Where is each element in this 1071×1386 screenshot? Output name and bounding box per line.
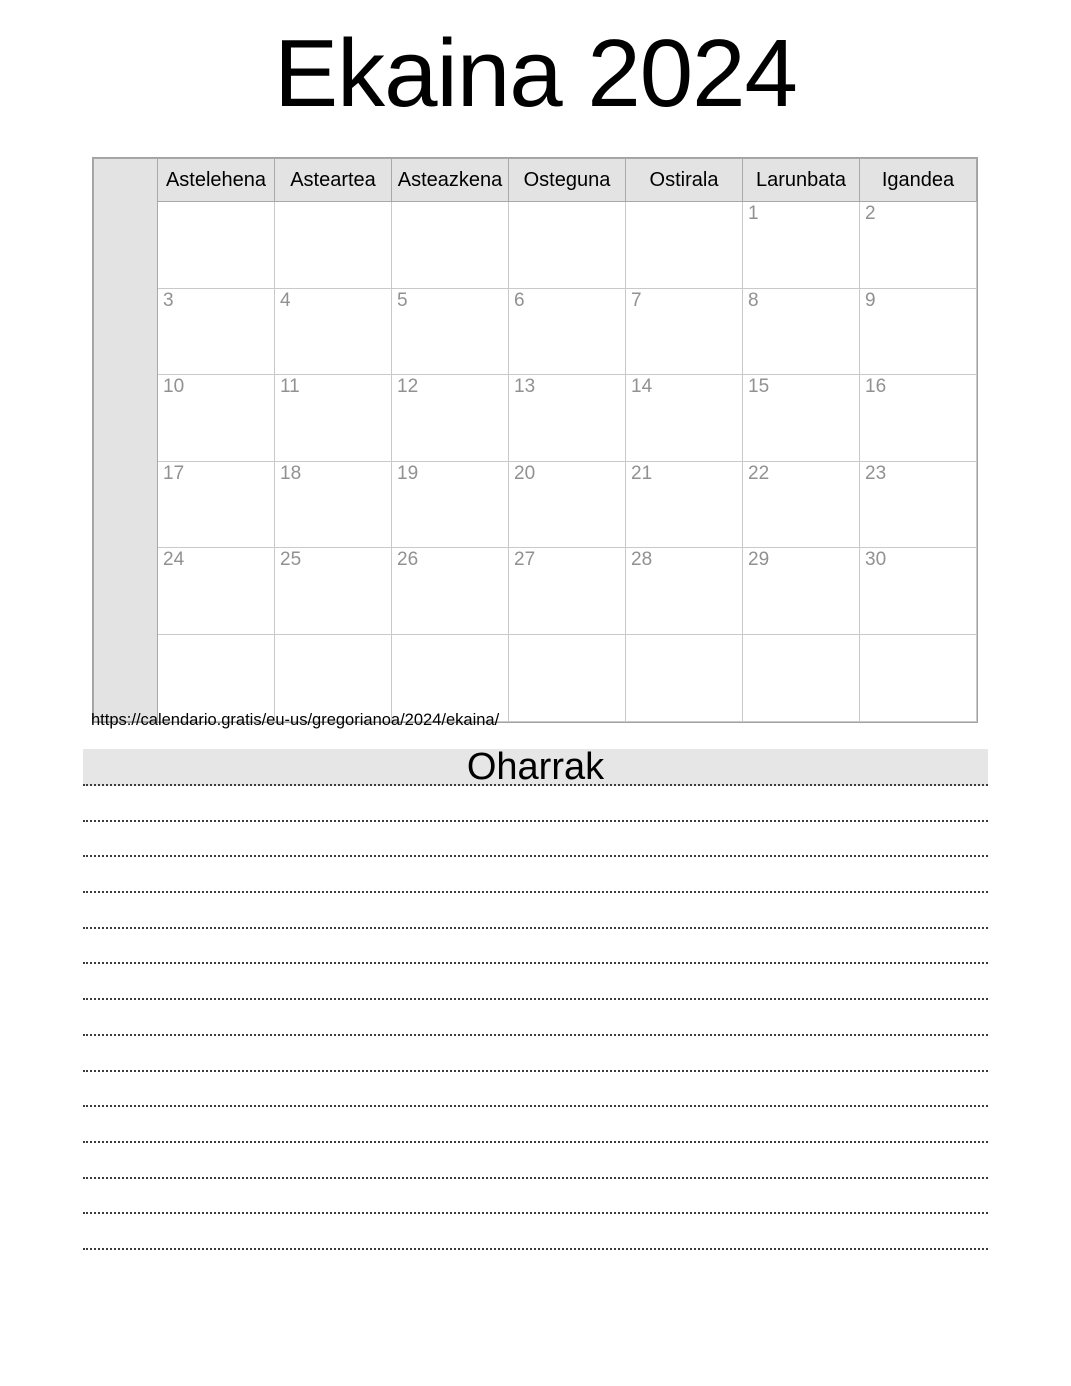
- weekday-header-osteguna: Osteguna: [509, 159, 626, 202]
- day-cell: 11: [275, 375, 392, 462]
- day-cell: [392, 634, 509, 721]
- day-cell: [158, 634, 275, 721]
- day-cell: [860, 634, 977, 721]
- day-cell: [626, 202, 743, 289]
- day-cell: 24: [158, 548, 275, 635]
- day-cell: [626, 634, 743, 721]
- week-row: [94, 461, 977, 548]
- day-cell: 16: [860, 375, 977, 462]
- day-cell: 30: [860, 548, 977, 635]
- weekday-header-asteazkena: Asteazkena: [392, 159, 509, 202]
- day-cell: 29: [743, 548, 860, 635]
- week-row: [94, 548, 977, 635]
- day-cell: 10: [158, 375, 275, 462]
- weekday-header-astelehena: Astelehena: [158, 159, 275, 202]
- day-cell: 28: [626, 548, 743, 635]
- day-cell: 13: [509, 375, 626, 462]
- weekday-header-ostirala: Ostirala: [626, 159, 743, 202]
- week-row: [94, 375, 977, 462]
- day-cell: 5: [392, 288, 509, 375]
- day-cell: 1: [743, 202, 860, 289]
- day-cell: 18: [275, 461, 392, 548]
- weekday-header-igandea: Igandea: [860, 159, 977, 202]
- source-url: https://calendario.gratis/eu-us/gregorianoa/2024/ekaina/: [91, 711, 500, 729]
- day-cell: [275, 634, 392, 721]
- day-cell: 15: [743, 375, 860, 462]
- day-cell: 3: [158, 288, 275, 375]
- note-line: [83, 822, 988, 858]
- day-cell: 9: [860, 288, 977, 375]
- note-line: [83, 1214, 988, 1250]
- notes-section: [83, 746, 988, 1250]
- note-line: [83, 1000, 988, 1036]
- day-cell: 14: [626, 375, 743, 462]
- day-cell: 23: [860, 461, 977, 548]
- day-cell: 7: [626, 288, 743, 375]
- note-line: [83, 929, 988, 965]
- weekday-header-row: [94, 159, 977, 202]
- note-line: [83, 964, 988, 1000]
- notes-heading: Oharrak: [83, 749, 988, 786]
- calendar-table-frame: [92, 157, 978, 723]
- day-cell: [392, 202, 509, 289]
- day-cell: [743, 634, 860, 721]
- week-row: [94, 288, 977, 375]
- note-line: [83, 857, 988, 893]
- day-cell: 4: [275, 288, 392, 375]
- day-cell: [509, 202, 626, 289]
- day-cell: 12: [392, 375, 509, 462]
- note-line: [83, 893, 988, 929]
- day-cell: 6: [509, 288, 626, 375]
- day-cell: 8: [743, 288, 860, 375]
- note-line: [83, 1072, 988, 1108]
- note-line: [83, 1179, 988, 1215]
- week-row: [94, 634, 977, 721]
- note-line: [83, 786, 988, 822]
- day-cell: 22: [743, 461, 860, 548]
- note-line: [83, 1036, 988, 1072]
- weekday-header-larunbata: Larunbata: [743, 159, 860, 202]
- weekday-header-asteartea: Asteartea: [275, 159, 392, 202]
- day-cell: [275, 202, 392, 289]
- week-row: [94, 202, 977, 289]
- day-cell: 21: [626, 461, 743, 548]
- calendar-table: [93, 158, 977, 722]
- notes-ruled-lines: [83, 786, 988, 1250]
- day-cell: 25: [275, 548, 392, 635]
- day-cell: 20: [509, 461, 626, 548]
- note-line: [83, 1107, 988, 1143]
- day-cell: 27: [509, 548, 626, 635]
- day-cell: 19: [392, 461, 509, 548]
- day-cell: [158, 202, 275, 289]
- page-title: Ekaina 2024: [274, 20, 797, 127]
- week-gutter-column: [94, 159, 158, 722]
- note-line: [83, 1143, 988, 1179]
- day-cell: [509, 634, 626, 721]
- day-cell: 26: [392, 548, 509, 635]
- day-cell: 17: [158, 461, 275, 548]
- day-cell: 2: [860, 202, 977, 289]
